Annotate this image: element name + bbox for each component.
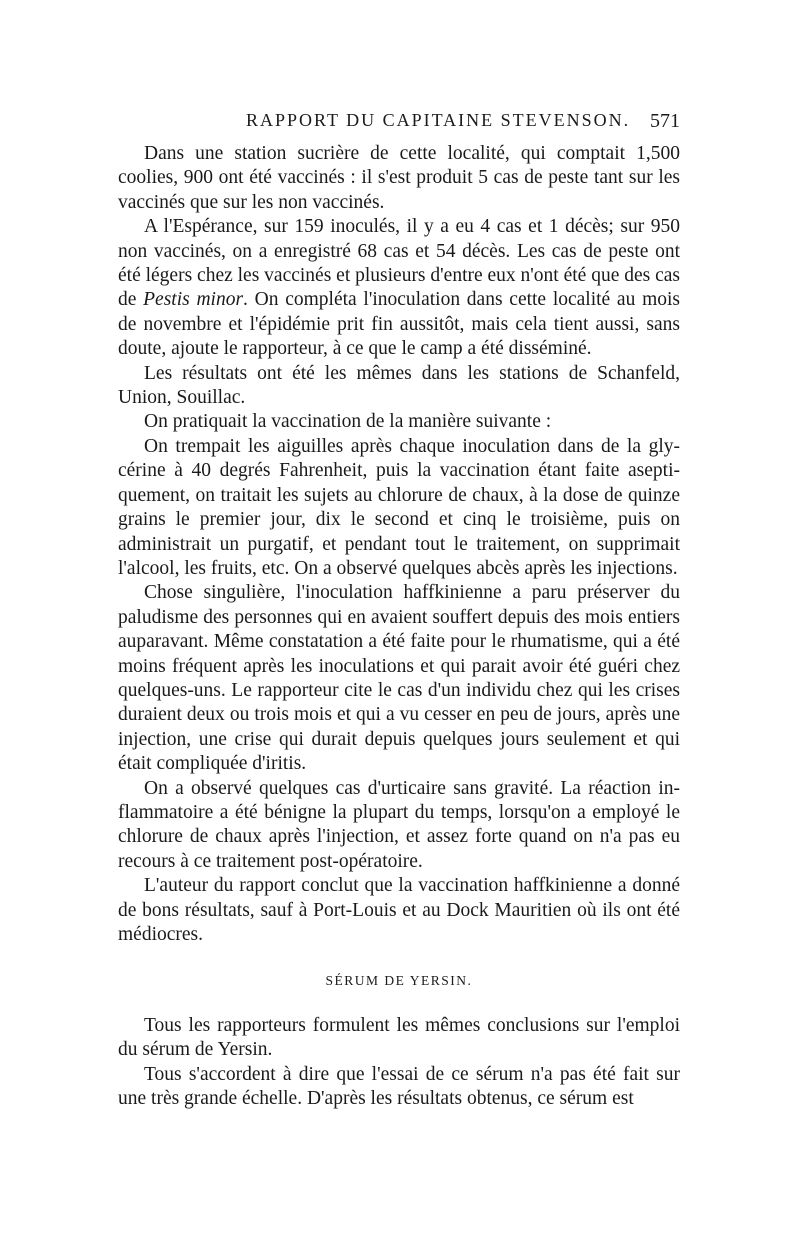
section-paragraph-1: Tous les rapporteurs formulent les mêmes conclusions sur l'emploi du sérum de Yersin. (118, 1014, 680, 1061)
page-number: 571 (650, 110, 680, 132)
section-paragraph-2: Tous s'accordent à dire que l'essai de ce sérum n'a pas été fait sur une très grande échelle. D'après les résultats obtenus, ce sérum est (118, 1063, 680, 1110)
paragraph-2-part-a: A l'Espérance, sur 159 inoculés, il y a eu 4 cas et 1 décès; sur 950 non vaccinés, on a enregistré 68 cas et 54 décès. Les cas de peste ont été légers chez les vaccinés et plusieurs d'entre eux n'ont été que des cas de (118, 216, 680, 311)
section-heading: SÉRUM DE YERSIN. (325, 973, 473, 989)
paragraph-8: L'auteur du rapport conclut que la vaccination haffkinienne a donné de bons résultats, sauf à Port-Louis et au Dock Mauritien où ils ont été médiocres. (118, 875, 680, 945)
body-text (118, 142, 680, 1111)
paragraph-6: Chose singulière, l'inoculation haffkinienne a paru préserver du paludisme des personnes qui en avaient souffert depuis des mois entiers auparavant. Même constatation a été faite pour le rhumatisme, qui a été moins fréquent après les inoculations et qui parait avoir été guéri chez quelques-uns. Le rapporteur cite le cas d'un individu chez qui les crises duraient deux ou trois mois et qui a vu cesser en peu de jours, après une injection, une crise qui durait depuis quelques jours seulement et qui était compliquée d'iritis. (118, 582, 680, 775)
paragraph-2-part-b: . On compléta l'inoculation dans cette localité au mois de novembre et l'épidémie prit fin aussitôt, mais cela tient aussi, sans doute, ajoute le rapporteur, à ce que le camp a été disséminé. (118, 289, 680, 360)
paragraph-2-italic: Pestis minor (143, 289, 244, 311)
paragraph-7: On a observé quelques cas d'urticaire sans gravité. La réaction inflammatoire a été bénigne la plupart du temps, lorsqu'on a employé le chlorure de chaux après l'injection, et assez forte quand on n'a pas eu recours à ce traitement post-opératoire. (118, 777, 680, 872)
running-title: RAPPORT DU CAPITAINE STEVENSON. (246, 110, 631, 130)
paragraph-1: Dans une station sucrière de cette localité, qui comptait 1,500 coolies, 900 ont été vaccinés : il s'est produit 5 cas de peste tant sur les vaccinés que sur les non vaccinés. (118, 143, 680, 213)
running-head (148, 110, 680, 140)
paragraph-5: On trempait les aiguilles après chaque inoculation dans de la glycérine à 40 degrés Fahrenheit, puis la vaccination étant faite aseptiquement, on traitait les sujets au chlorure de chaux, à la dose de quinze grains le premier jour, dix le second et cinq le troisième, puis on administrait un purgatif, et pendant tout le traitement, on supprimait l'alcool, les fruits, etc. On a observé quelques abcès après les injections. (118, 435, 680, 579)
paragraph-4: On pratiquait la vaccination de la manière suivante : (144, 411, 552, 433)
paragraph-3: Les résultats ont été les mêmes dans les stations de Schanfeld, Union, Souillac. (118, 362, 680, 409)
paragraph-2 (118, 215, 680, 361)
